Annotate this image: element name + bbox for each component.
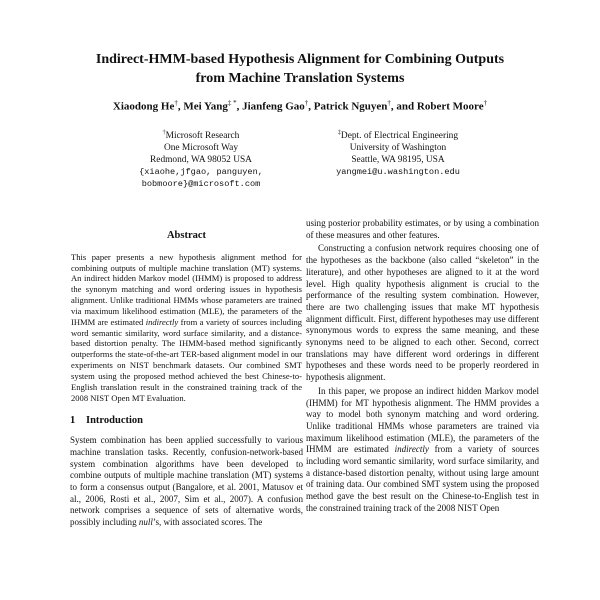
intro-paragraph (70, 435, 303, 529)
author-name: Patrick Nguyen (313, 100, 388, 113)
author-name: Xiaodong He (112, 100, 175, 113)
author-separator: , (177, 100, 184, 113)
author-affiliation-mark: † (483, 99, 488, 107)
paper-title-line-1: Indirect-HMM-based Hypothesis Alignment for Combining Outputs (95, 52, 505, 67)
author-separator: , and (390, 100, 417, 113)
author-name: Mei Yang (183, 100, 228, 113)
body-paragraph (306, 386, 539, 515)
author-affiliation-mark: † (174, 99, 178, 107)
section-heading-introduction (70, 415, 303, 427)
body-paragraph: Constructing a confusion network requires choosing one of the hypotheses as the backbone (also called “skeleton” in the literature), and other hypotheses are aligned to it at the word level. High quality hypothesis alignment is crucial to the performance of the resulting system combination. However, there are two challenging issues that make MT hypothesis alignment difficult. First, different hypotheses may use different synonymous words to express the same meaning, and these synonyms need to be aligned to each other. Second, correct translations may have different word orderings in different hypotheses and these words need to be properly reordered in hypothesis alignment. (306, 243, 539, 383)
affiliation-email: {xiaohe,jfgao, panguyen, (139, 167, 263, 178)
affiliation-address-line: One Microsoft Way (163, 143, 239, 154)
paper-title (0, 50, 600, 88)
intro-emphasis: null (138, 517, 153, 528)
author-list (0, 99, 600, 113)
author-affiliation-mark: † (387, 99, 391, 107)
affiliation-org (283, 127, 513, 142)
abstract-heading: Abstract (166, 230, 207, 241)
section-title: Introduction (86, 414, 143, 426)
affiliation-email: yangmei@u.washington.edu (336, 167, 460, 178)
author-separator: , (236, 100, 243, 113)
affiliation-email: bobmoore}@microsoft.com (141, 179, 261, 190)
intro-text-part: ’s, with associated scores. The (152, 517, 263, 528)
abstract-emphasis: indirectly (145, 316, 179, 327)
author-affiliation-mark: † (304, 99, 309, 107)
affiliation-mark: ‡ (337, 130, 341, 136)
body-emphasis: indirectly (394, 444, 429, 455)
affiliation-address-line: Redmond, WA 98052 USA (150, 155, 252, 166)
left-column (70, 218, 303, 600)
affiliation-org-name: Microsoft Research (165, 131, 240, 142)
affiliation-address-line: Seattle, WA 98195, USA (351, 155, 445, 166)
author-separator: , (308, 100, 314, 113)
affiliation-org-name: Dept. of Electrical Engineering (340, 131, 459, 142)
affiliation-uw (283, 127, 513, 178)
right-column (306, 218, 539, 600)
author-name: Robert Moore (416, 100, 484, 113)
abstract-text-part: This paper presents a new hypothesis alignment method for combining outputs of multiple machine translation (MT) systems. An indirect hidden Markov model (IHMM) is proposed to address the synonym matching and word ordering issues in hypothesis alignment. Unlike traditional HMMs whose parameters are trained via maximum likelihood estimation (MLE), the parameters of the IHMM are estimated (71, 251, 302, 327)
affiliation-address-line: University of Washington (349, 143, 447, 154)
paper-title-line-2: from Machine Translation Systems (195, 71, 405, 86)
abstract-text-part: from a variety of sources including word semantic similarity, word surface similarity, and a distance-based distortion penalty. The IHMM-based method significantly outperforms the state-of-the-art TER-based alignment model in our experiments on NIST benchmark datasets. Our combined SMT system using the proposed method achieved the best Chinese-to-English translation result in the constrained training track of the 2008 NIST Open MT Evaluation. (71, 316, 302, 403)
body-text-part: from a variety of sources including word semantic similarity, word surface similarity, and a distance-based distortion penalty, without using large amount of training data. Our combined SMT system using the proposed method gave the best result on the Chinese-to-English test in the constrained training track of the 2008 NIST Open (306, 444, 539, 513)
abstract-text (70, 252, 303, 404)
affiliation-microsoft (86, 127, 316, 190)
body-text-part: In this paper, we propose an indirect hidden Markov model (IHMM) for MT hypothesis alignment. The HMM provides a way to model both synonym matching and word ordering. Unlike traditional HMMs whose parameters are trained via maximum likelihood estimation (MLE), the parameters of the IHMM are estimated (306, 385, 539, 455)
intro-text-part: System combination has been applied successfully to various machine translation tasks. Recently, confusion-network-based system combination algorithms have been developed to combine outputs of multiple machine translation (MT) systems to form a consensus output (Bangalore, et al. 2001, Matusov et al., 2006, Rosti et al., 2007, Sim et al., 2007). A confusion network comprises a sequence of sets of alternative words, possibly including (70, 435, 303, 528)
affiliation-org (86, 127, 316, 142)
affiliation-mark: † (162, 130, 166, 136)
author-name: Jianfeng Gao (242, 100, 305, 113)
section-number: 1 (70, 414, 76, 426)
body-paragraph: using posterior probability estimates, or by using a combination of these measures and other features. (306, 218, 539, 240)
author-affiliation-mark: ‡ * (227, 99, 237, 107)
